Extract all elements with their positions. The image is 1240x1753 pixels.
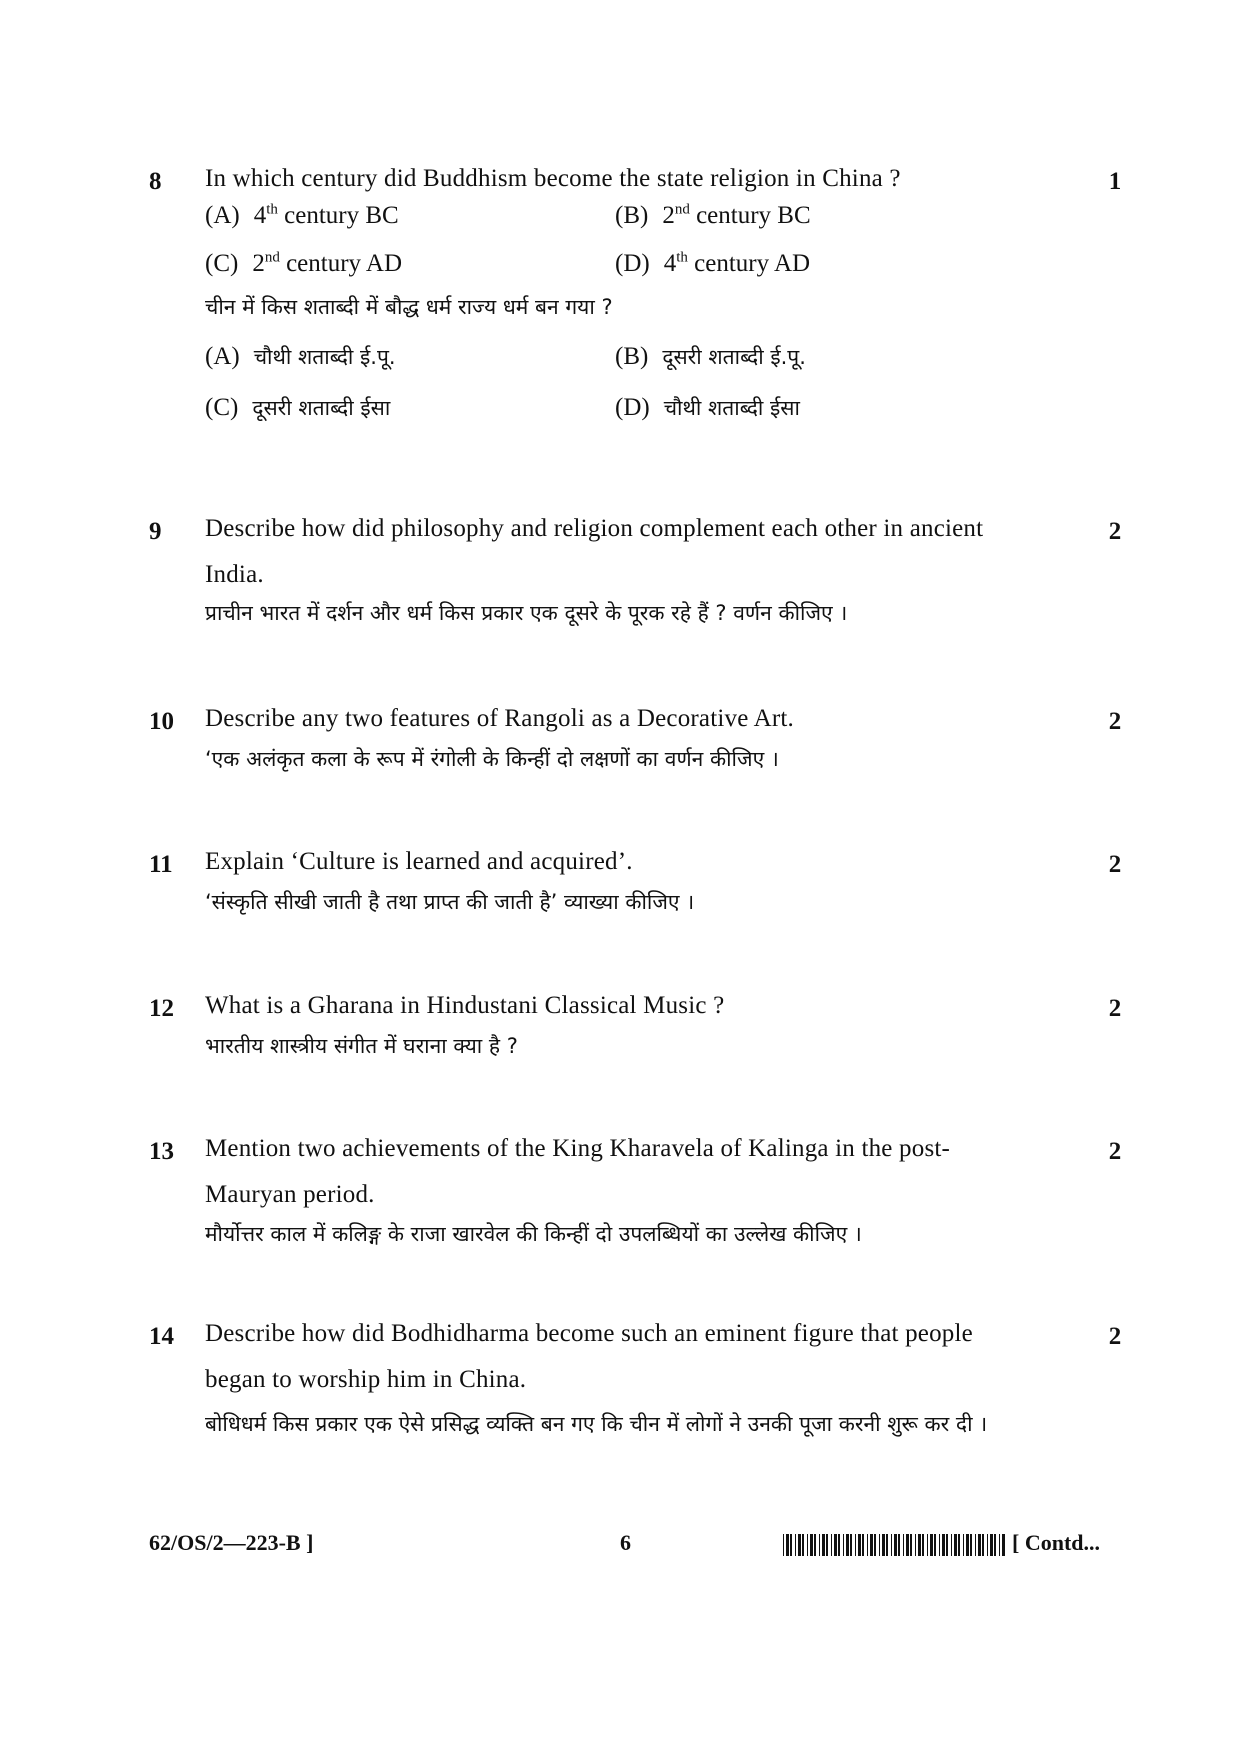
- question-text-english: Mention two achievements of the King Kharavela of Kalinga in the post-Mauryan period.: [205, 1135, 951, 1208]
- barcode-bar: [850, 1534, 852, 1556]
- question-text-english: In which century did Buddhism become the state religion in China ?: [205, 165, 901, 192]
- barcode-bar: [838, 1534, 840, 1556]
- question-number: 14: [149, 1323, 174, 1350]
- barcode-bar: [870, 1534, 873, 1556]
- barcode-bar: [834, 1534, 837, 1556]
- option-b-english: (B) 2nd century BC: [615, 201, 811, 229]
- page-footer: [0, 1530, 1240, 1570]
- barcode-bar: [810, 1534, 813, 1556]
- barcode-bar: [886, 1534, 888, 1556]
- continued-label: [ Contd...: [1012, 1530, 1101, 1555]
- barcode-bar: [930, 1534, 933, 1556]
- barcode-bar: [822, 1534, 825, 1556]
- barcode-bar: [898, 1534, 900, 1556]
- question-text-english: What is a Gharana in Hindustani Classical Music ?: [205, 992, 725, 1019]
- barcode-bar: [910, 1534, 912, 1556]
- barcode-bar: [819, 1534, 820, 1556]
- question-marks: 2: [1108, 851, 1122, 878]
- question-text-hindi: भारतीय शास्त्रीय संगीत में घराना क्या है ?: [205, 1034, 518, 1058]
- option-c-hindi: (C) दूसरी शताब्दी ईसा: [205, 394, 391, 421]
- option-d-hindi: (D) चौथी शताब्दी ईसा: [615, 394, 800, 421]
- option-b-hindi: (B) दूसरी शताब्दी ई.पू.: [615, 343, 806, 370]
- barcode-bar: [843, 1534, 844, 1556]
- question-marks: 2: [1108, 1138, 1122, 1165]
- barcode-bar: [942, 1534, 945, 1556]
- barcode-bar: [814, 1534, 816, 1556]
- question-number: 10: [149, 708, 174, 735]
- question-number: 12: [149, 995, 174, 1022]
- barcode-bar: [831, 1534, 832, 1556]
- barcode: [783, 1534, 1005, 1556]
- barcode-bar: [891, 1534, 892, 1556]
- question-number: 8: [149, 168, 162, 195]
- barcode-bar: [994, 1534, 996, 1556]
- barcode-bar: [990, 1534, 993, 1556]
- question-number: 13: [149, 1138, 174, 1165]
- option-a-hindi: (A) चौथी शताब्दी ई.पू.: [205, 343, 396, 370]
- question-text-english: Describe how did Bodhidharma become such an eminent figure that people began to worship him in China.: [205, 1320, 973, 1393]
- question-text-english: Explain ‘Culture is learned and acquired’.: [205, 848, 633, 875]
- barcode-bar: [798, 1534, 801, 1556]
- barcode-bar: [867, 1534, 868, 1556]
- barcode-bar: [999, 1534, 1000, 1556]
- barcode-bar: [966, 1534, 969, 1556]
- barcode-bar: [927, 1534, 928, 1556]
- question-text-hindi: बोधिधर्म किस प्रकार एक ऐसे प्रसिद्ध व्यक्ति बन गए कि चीन में लोगों ने उनकी पूजा करनी शुरू कर दी ।: [205, 1412, 988, 1436]
- barcode-bar: [1002, 1534, 1005, 1556]
- question-text-hindi: ‘एक अलंकृत कला के रूप में रंगोली के किन्हीं दो लक्षणों का वर्णन कीजिए ।: [205, 747, 779, 771]
- barcode-bar: [862, 1534, 864, 1556]
- barcode-bar: [934, 1534, 936, 1556]
- option-a-english: (A) 4th century BC: [205, 201, 399, 229]
- barcode-bar: [987, 1534, 988, 1556]
- barcode-bar: [982, 1534, 984, 1556]
- barcode-bar: [915, 1534, 916, 1556]
- barcode-bar: [790, 1534, 792, 1556]
- barcode-bar: [882, 1534, 885, 1556]
- barcode-bar: [918, 1534, 921, 1556]
- barcode-bar: [894, 1534, 897, 1556]
- question-text-hindi: मौर्योत्तर काल में कलिङ्ग के राजा खारवेल की किन्हीं दो उपलब्धियों का उल्लेख कीजिए ।: [205, 1222, 862, 1246]
- barcode-bar: [879, 1534, 880, 1556]
- barcode-bar: [802, 1534, 804, 1556]
- barcode-bar: [975, 1534, 976, 1556]
- question-marks: 1: [1108, 168, 1122, 195]
- barcode-bar: [954, 1534, 957, 1556]
- barcode-bar: [958, 1534, 960, 1556]
- barcode-bar: [874, 1534, 876, 1556]
- question-marks: 2: [1108, 518, 1122, 545]
- option-c-english: (C) 2nd century AD: [205, 249, 403, 277]
- question-text-hindi: प्राचीन भारत में दर्शन और धर्म किस प्रकार एक दूसरे के पूरक रहे हैं ? वर्णन कीजिए ।: [205, 601, 848, 625]
- paper-code: 62/OS/2—223-B ]: [149, 1530, 314, 1555]
- barcode-bar: [922, 1534, 924, 1556]
- question-number: 9: [149, 518, 162, 545]
- barcode-bar: [946, 1534, 948, 1556]
- barcode-bar: [951, 1534, 952, 1556]
- barcode-bar: [906, 1534, 909, 1556]
- barcode-bar: [970, 1534, 972, 1556]
- question-marks: 2: [1108, 1323, 1122, 1350]
- question-marks: 2: [1108, 995, 1122, 1022]
- question-text-english: Describe any two features of Rangoli as a Decorative Art.: [205, 705, 794, 732]
- question-number: 11: [149, 851, 173, 878]
- barcode-bar: [939, 1534, 940, 1556]
- barcode-bar: [807, 1534, 808, 1556]
- barcode-bar: [903, 1534, 904, 1556]
- barcode-bar: [855, 1534, 856, 1556]
- question-marks: 2: [1108, 708, 1122, 735]
- barcode-bar: [795, 1534, 796, 1556]
- question-text-english: Describe how did philosophy and religion complement each other in ancient India.: [205, 515, 984, 588]
- page-number: 6: [620, 1530, 631, 1555]
- barcode-bar: [858, 1534, 861, 1556]
- question-text-hindi: चीन में किस शताब्दी में बौद्ध धर्म राज्य धर्म बन गया ?: [205, 295, 613, 319]
- barcode-bar: [786, 1534, 789, 1556]
- barcode-bar: [846, 1534, 849, 1556]
- barcode-bar: [826, 1534, 828, 1556]
- question-text-hindi: ‘संस्कृति सीखी जाती है तथा प्राप्त की जाती है’ व्याख्या कीजिए ।: [205, 890, 695, 914]
- barcode-bar: [783, 1534, 784, 1556]
- barcode-bar: [978, 1534, 981, 1556]
- barcode-bar: [963, 1534, 964, 1556]
- option-d-english: (D) 4th century AD: [615, 249, 811, 277]
